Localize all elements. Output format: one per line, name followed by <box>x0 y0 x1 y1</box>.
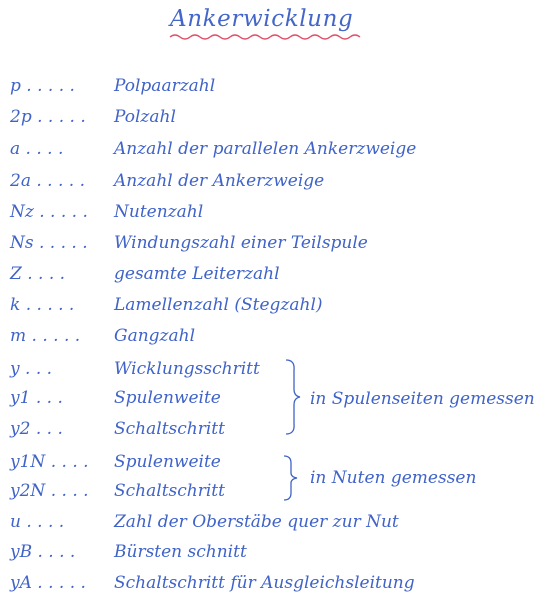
definition-row <box>0 233 545 259</box>
definition: Schaltschritt für Ausgleichsleitung <box>114 573 415 593</box>
symbol: Ns . . . . . <box>10 233 88 253</box>
group-note-slots: in Nuten gemessen <box>310 468 477 488</box>
definition-row <box>0 202 545 228</box>
definition-row <box>0 326 545 352</box>
definition: Schaltschritt <box>114 419 225 439</box>
definition-row <box>0 542 545 568</box>
definition-row <box>0 419 545 445</box>
symbol: p . . . . . <box>10 76 75 96</box>
definition-row <box>0 171 545 197</box>
definition: Spulenweite <box>114 388 221 408</box>
definition: Zahl der Oberstäbe quer zur Nut <box>114 512 399 532</box>
definition: Polpaarzahl <box>114 76 216 96</box>
symbol: y1N . . . . <box>10 452 89 472</box>
page-title: Ankerwicklung <box>170 6 354 32</box>
definition-row <box>0 139 545 165</box>
definition: Anzahl der parallelen Ankerzweige <box>114 139 417 159</box>
definition-row <box>0 107 545 133</box>
symbol: k . . . . . <box>10 295 75 315</box>
definition: Lamellenzahl (Stegzahl) <box>114 295 323 315</box>
group-note-coil-sides: in Spulenseiten gemessen <box>310 389 535 409</box>
brace-coil-sides <box>282 358 302 436</box>
symbol: a . . . . <box>10 139 64 159</box>
symbol: y1 . . . <box>10 388 63 408</box>
symbol: y . . . <box>10 359 53 379</box>
definition-row <box>0 359 545 385</box>
definition-row <box>0 295 545 321</box>
definition: Anzahl der Ankerzweige <box>114 171 325 191</box>
definition-row <box>0 573 545 599</box>
symbol: yA . . . . . <box>10 573 86 593</box>
definition-row <box>0 264 545 290</box>
title-underline <box>168 32 366 42</box>
symbol: 2p . . . . . <box>10 107 86 127</box>
definition: Gangzahl <box>114 326 196 346</box>
definition: Windungszahl einer Teilspule <box>114 233 368 253</box>
symbol: m . . . . . <box>10 326 81 346</box>
symbol: y2N . . . . <box>10 481 89 501</box>
definition: Polzahl <box>114 107 176 127</box>
symbol: yB . . . . <box>10 542 76 562</box>
definition-row <box>0 76 545 102</box>
definition-row <box>0 512 545 538</box>
definition: Nutenzahl <box>114 202 204 222</box>
symbol: 2a . . . . . <box>10 171 85 191</box>
brace-slots <box>280 454 300 502</box>
symbol: Nz . . . . . <box>10 202 88 222</box>
definition: gesamte Leiterzahl <box>114 264 280 284</box>
definition: Bürsten schnitt <box>114 542 247 562</box>
definition: Wicklungsschritt <box>114 359 260 379</box>
definition: Spulenweite <box>114 452 221 472</box>
symbol: y2 . . . <box>10 419 63 439</box>
symbol: Z . . . . <box>10 264 66 284</box>
definition: Schaltschritt <box>114 481 225 501</box>
symbol: u . . . . <box>10 512 65 532</box>
